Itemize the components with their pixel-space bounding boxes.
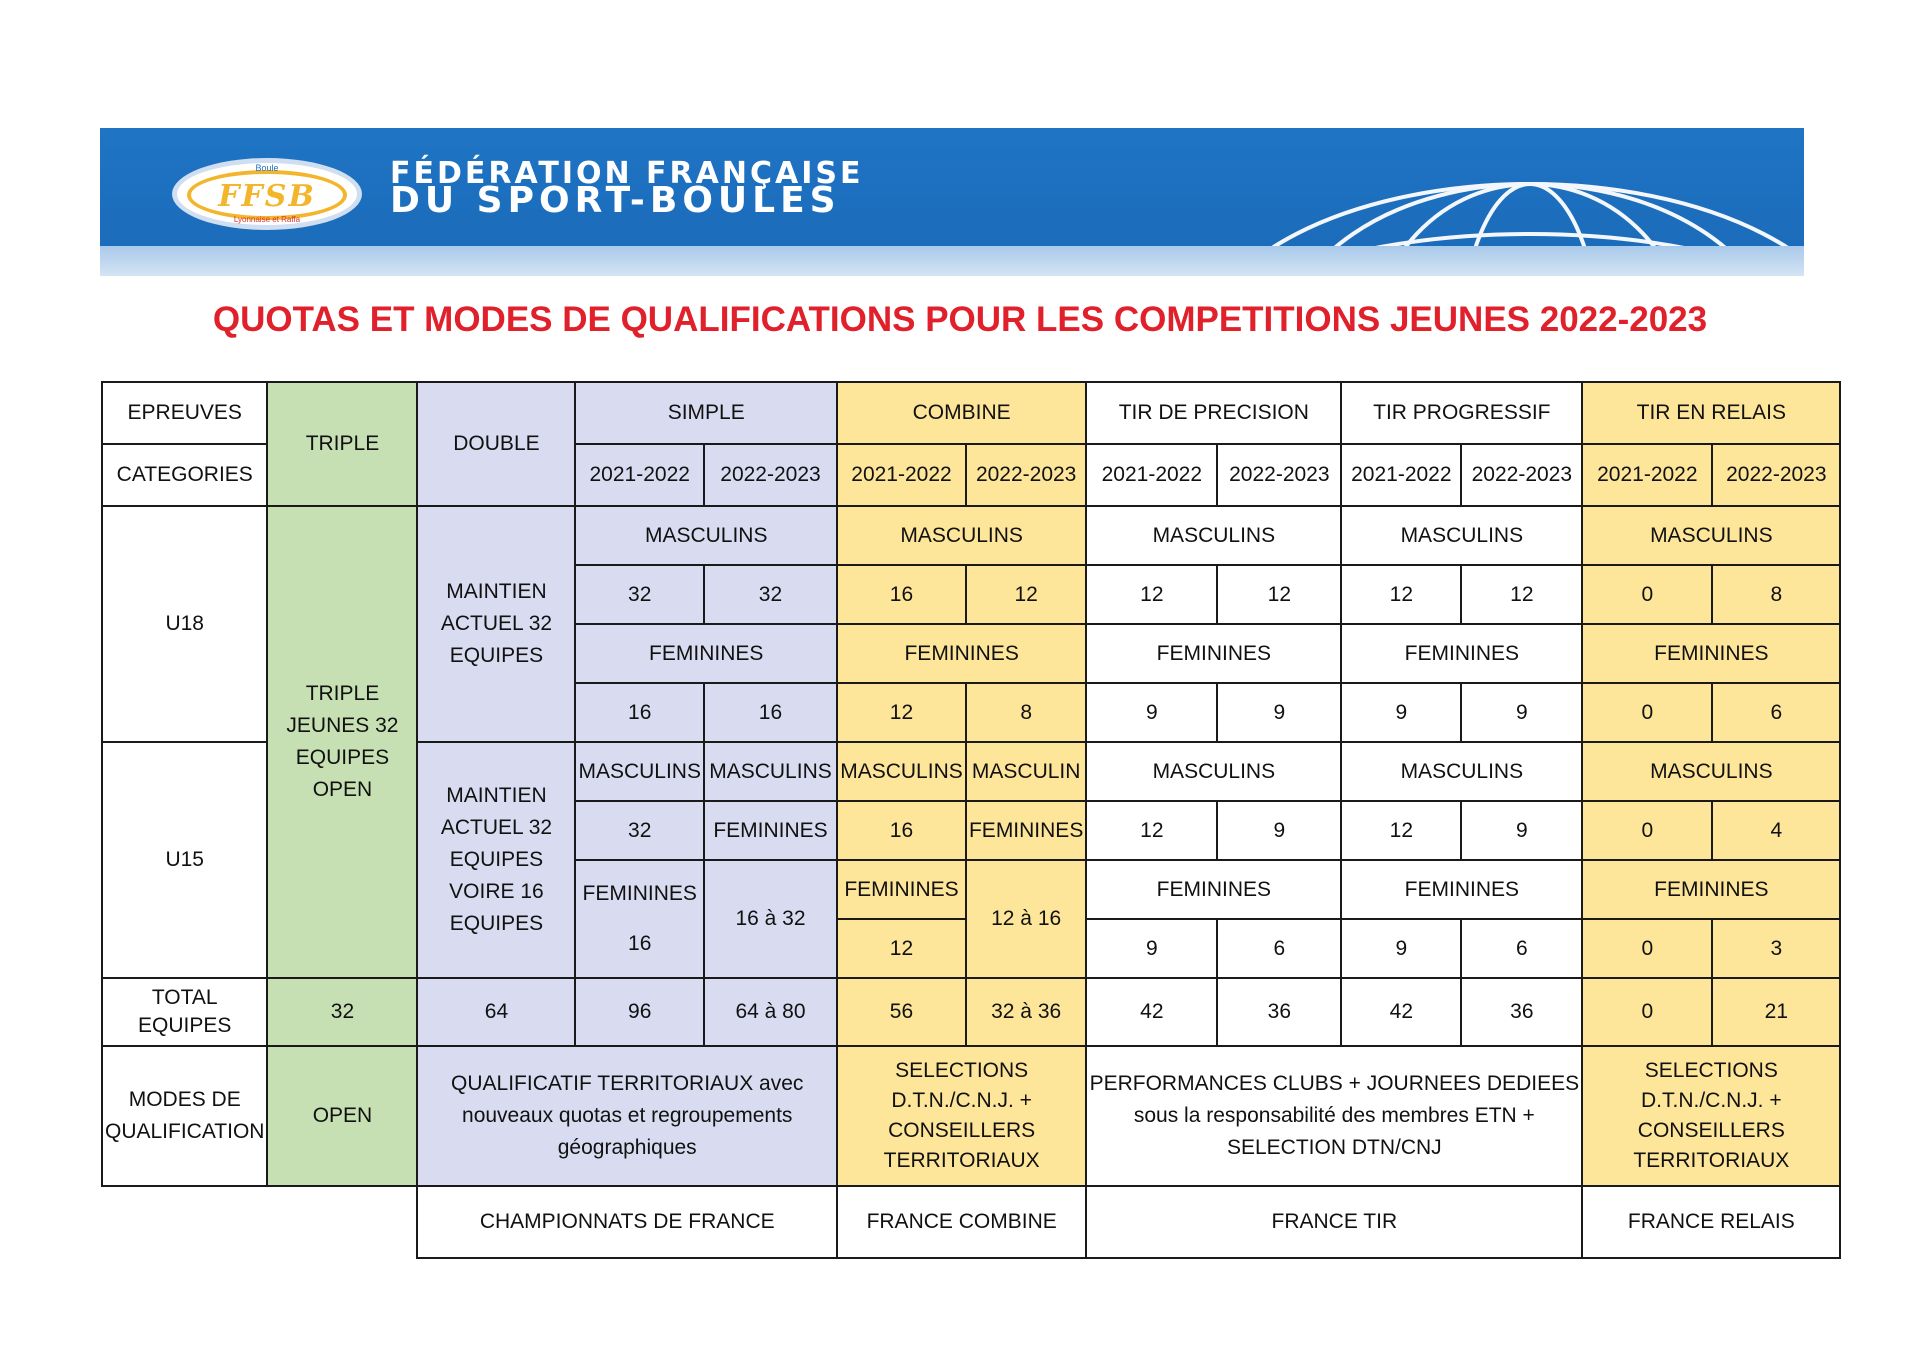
u15-relais-fem-b: 3: [1712, 919, 1840, 978]
header-tir-progressif: TIR PROGRESSIF: [1341, 382, 1582, 444]
row-label-categories: CATEGORIES: [102, 444, 267, 506]
u15-combine-fem-a: 12: [837, 919, 966, 978]
mode-relais: SELECTIONS D.T.N./C.N.J. + CONSEILLERS TERRITORIAUX: [1582, 1046, 1840, 1186]
u18-simple-masc-label: MASCULINS: [575, 506, 837, 565]
u18-simple-fem-a: 16: [575, 683, 704, 742]
total-combine-b: 32 à 36: [966, 978, 1086, 1046]
logo-bottom-text: Lyonnaise et Raffa: [233, 215, 301, 224]
u15-progressif-fem-b: 6: [1461, 919, 1582, 978]
total-double: 64: [417, 978, 575, 1046]
u18-precision-masc-b: 12: [1217, 565, 1341, 624]
championship-relais: FRANCE RELAIS: [1582, 1186, 1840, 1258]
season-precision-a: 2021-2022: [1086, 444, 1217, 506]
total-combine-a: 56: [837, 978, 966, 1046]
u15-progressif-masc-a: 12: [1341, 801, 1461, 860]
header-triple: TRIPLE: [267, 382, 417, 506]
mode-combine: SELECTIONS D.T.N./C.N.J. + CONSEILLERS TERRITORIAUX: [837, 1046, 1086, 1186]
u15-progressif-fem-label: FEMININES: [1341, 860, 1582, 919]
quotas-table: [101, 381, 1841, 1259]
season-simple-a: 2021-2022: [575, 444, 704, 506]
u15-progressif-masc-b: 9: [1461, 801, 1582, 860]
season-precision-b: 2022-2023: [1217, 444, 1341, 506]
row-label-u15: U15: [102, 742, 267, 978]
u15-precision-masc-b: 9: [1217, 801, 1341, 860]
row-label-u18: U18: [102, 506, 267, 742]
u18-progressif-masc-b: 12: [1461, 565, 1582, 624]
u18-combine-fem-b: 8: [966, 683, 1086, 742]
u18-progressif-fem-b: 9: [1461, 683, 1582, 742]
u18-relais-fem-label: FEMININES: [1582, 624, 1840, 683]
u18-combine-masc-label: MASCULINS: [837, 506, 1086, 565]
u15-progressif-masc-label: MASCULINS: [1341, 742, 1582, 801]
championship-tir: FRANCE TIR: [1086, 1186, 1582, 1258]
season-combine-b: 2022-2023: [966, 444, 1086, 506]
header-tir-precision: TIR DE PRECISION: [1086, 382, 1341, 444]
u18-relais-masc-b: 8: [1712, 565, 1840, 624]
empty-spacer: [102, 1186, 417, 1258]
header-tir-relais: TIR EN RELAIS: [1582, 382, 1840, 444]
u15-combine-fem-label-b: FEMININES: [966, 801, 1086, 860]
total-progressif-b: 36: [1461, 978, 1582, 1046]
row-label-total: TOTAL EQUIPES: [102, 978, 267, 1046]
u15-relais-masc-b: 4: [1712, 801, 1840, 860]
u15-relais-fem-label: FEMININES: [1582, 860, 1840, 919]
u18-progressif-fem-label: FEMININES: [1341, 624, 1582, 683]
header-combine: COMBINE: [837, 382, 1086, 444]
u18-simple-masc-b: 32: [704, 565, 837, 624]
triple-jeunes-cell: TRIPLE JEUNES 32 EQUIPES OPEN: [267, 506, 417, 978]
u15-combine-mixed-b: 12 à 16: [966, 860, 1086, 978]
logo-top-text: Boule: [255, 163, 279, 173]
header-double: DOUBLE: [417, 382, 575, 506]
u18-relais-fem-a: 0: [1582, 683, 1712, 742]
u18-combine-masc-a: 16: [837, 565, 966, 624]
u15-relais-masc-label: MASCULINS: [1582, 742, 1840, 801]
u18-precision-masc-a: 12: [1086, 565, 1217, 624]
u15-precision-masc-label: MASCULINS: [1086, 742, 1341, 801]
championship-double-simple: CHAMPIONNATS DE FRANCE: [417, 1186, 837, 1258]
u15-combine-masc-a: 16: [837, 801, 966, 860]
season-simple-b: 2022-2023: [704, 444, 837, 506]
u18-precision-fem-label: FEMININES: [1086, 624, 1341, 683]
u18-progressif-masc-a: 12: [1341, 565, 1461, 624]
header-simple: SIMPLE: [575, 382, 837, 444]
u18-precision-fem-a: 9: [1086, 683, 1217, 742]
u18-precision-fem-b: 9: [1217, 683, 1341, 742]
u15-simple-fem-value-a: 16: [628, 932, 652, 955]
championship-combine: FRANCE COMBINE: [837, 1186, 1086, 1258]
season-progressif-a: 2021-2022: [1341, 444, 1461, 506]
mode-triple: OPEN: [267, 1046, 417, 1186]
u15-simple-fem-label-b: FEMININES: [704, 801, 837, 860]
u15-relais-masc-a: 0: [1582, 801, 1712, 860]
double-u15-cell: MAINTIEN ACTUEL 32 EQUIPES VOIRE 16 EQUIPES: [417, 742, 575, 978]
season-combine-a: 2021-2022: [837, 444, 966, 506]
total-relais-b: 21: [1712, 978, 1840, 1046]
u18-simple-fem-label: FEMININES: [575, 624, 837, 683]
banner-lower-band: [100, 246, 1804, 276]
u15-simple-fem-label-a: FEMININES: [582, 882, 697, 905]
season-progressif-b: 2022-2023: [1461, 444, 1582, 506]
total-relais-a: 0: [1582, 978, 1712, 1046]
u15-simple-mixed-b: 16 à 32: [704, 860, 837, 978]
u18-combine-fem-a: 12: [837, 683, 966, 742]
federation-banner: [100, 128, 1804, 276]
u15-combine-fem-label-a: FEMININES: [837, 860, 966, 919]
ffsb-logo: [172, 158, 362, 230]
u15-simple-masc-a: 32: [575, 801, 704, 860]
total-simple-a: 96: [575, 978, 704, 1046]
u15-simple-fem-a: [575, 860, 704, 978]
u15-combine-masc-label-a: MASCULINS: [837, 742, 966, 801]
u18-precision-masc-label: MASCULINS: [1086, 506, 1341, 565]
double-u18-cell: MAINTIEN ACTUEL 32 EQUIPES: [417, 506, 575, 742]
total-triple: 32: [267, 978, 417, 1046]
u18-relais-masc-label: MASCULINS: [1582, 506, 1840, 565]
u18-relais-fem-b: 6: [1712, 683, 1840, 742]
u18-combine-fem-label: FEMININES: [837, 624, 1086, 683]
u15-precision-fem-a: 9: [1086, 919, 1217, 978]
u18-relais-masc-a: 0: [1582, 565, 1712, 624]
total-precision-b: 36: [1217, 978, 1341, 1046]
u18-progressif-masc-label: MASCULINS: [1341, 506, 1582, 565]
mode-double-simple: QUALIFICATIF TERRITORIAUX avec nouveaux quotas et regroupements géographiques: [417, 1046, 837, 1186]
mode-tir: PERFORMANCES CLUBS + JOURNEES DEDIEES sous la responsabilité des membres ETN + SELECTION DTN/CNJ: [1086, 1046, 1582, 1186]
season-relais-a: 2021-2022: [1582, 444, 1712, 506]
u15-simple-masc-label-a: MASCULINS: [575, 742, 704, 801]
u15-combine-masc-label-b: MASCULIN: [966, 742, 1086, 801]
u15-simple-masc-label-b: MASCULINS: [704, 742, 837, 801]
row-label-epreuves: EPREUVES: [102, 382, 267, 444]
u18-simple-masc-a: 32: [575, 565, 704, 624]
u15-relais-fem-a: 0: [1582, 919, 1712, 978]
u15-progressif-fem-a: 9: [1341, 919, 1461, 978]
total-simple-b: 64 à 80: [704, 978, 837, 1046]
federation-name-line2: DU SPORT-BOULES: [390, 180, 841, 221]
u18-progressif-fem-a: 9: [1341, 683, 1461, 742]
row-label-modes: MODES DE QUALIFICATION: [102, 1046, 267, 1186]
u18-simple-fem-b: 16: [704, 683, 837, 742]
u15-precision-masc-a: 12: [1086, 801, 1217, 860]
federation-name-line1: FÉDÉRATION FRANÇAISE: [390, 156, 864, 191]
page-title: QUOTAS ET MODES DE QUALIFICATIONS POUR LES COMPETITIONS JEUNES 2022-2023: [212, 300, 1708, 339]
total-precision-a: 42: [1086, 978, 1217, 1046]
u18-combine-masc-b: 12: [966, 565, 1086, 624]
federation-name: [390, 156, 864, 221]
logo-monogram: FFSB: [218, 179, 316, 214]
total-progressif-a: 42: [1341, 978, 1461, 1046]
u15-precision-fem-b: 6: [1217, 919, 1341, 978]
season-relais-b: 2022-2023: [1712, 444, 1840, 506]
u15-precision-fem-label: FEMININES: [1086, 860, 1341, 919]
